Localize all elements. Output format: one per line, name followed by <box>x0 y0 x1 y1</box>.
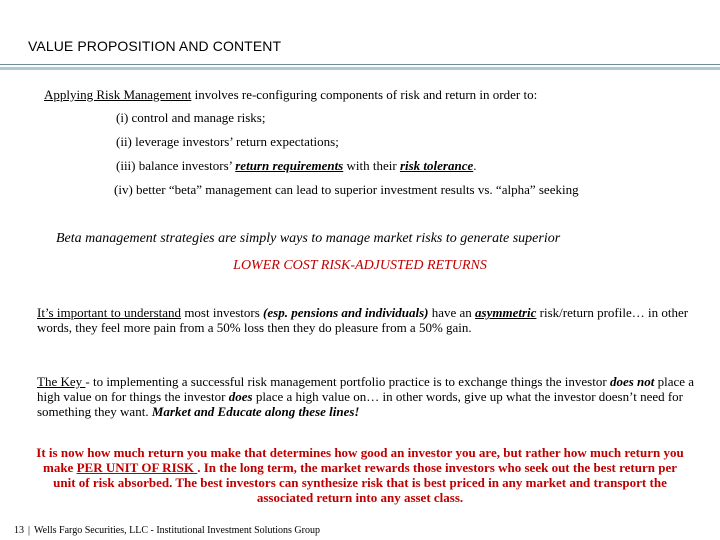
para1-em: (esp. pensions and individuals) <box>263 305 429 320</box>
footer <box>14 525 320 536</box>
para1-t2: have an <box>428 305 476 320</box>
beta-statement: Beta management strategies are simply ways to manage market risks to generate superior <box>56 231 561 246</box>
key-underlined: PER UNIT OF RISK <box>76 460 198 475</box>
list-item-3-em1: return requirements <box>235 158 344 173</box>
page-title: VALUE PROPOSITION AND CONTENT <box>28 38 282 54</box>
list-item-2: (ii) leverage investors’ return expectations; <box>116 134 339 149</box>
beta-highlight: LOWER COST RISK-ADJUSTED RETURNS <box>233 258 487 273</box>
para1-t1: most investors <box>181 305 264 320</box>
footer-separator: | <box>28 525 31 536</box>
key-t1: It is now how much return you make that determines how good an investor you are, but rather how much return you make <box>36 445 684 475</box>
paragraph-key <box>37 374 697 419</box>
list-item-3-pre: (iii) balance investors’ <box>116 158 236 173</box>
key-message <box>36 445 684 505</box>
list-item-3-mid: with their <box>343 158 400 173</box>
list-item-3-em2: risk tolerance <box>399 158 474 173</box>
intro-underlined: Applying Risk Management <box>44 87 192 102</box>
para1-underlined: It’s important to understand <box>37 305 182 320</box>
para2-t1: - to implementing a successful risk management portfolio practice is to exchange things the investor <box>85 374 610 389</box>
list-item-3-post: . <box>473 158 477 173</box>
page-number: 13 <box>14 525 24 536</box>
para2-em3: Market and Educate along these lines! <box>151 404 360 419</box>
para2-underlined: The Key <box>37 374 86 389</box>
header-rule-light <box>0 67 720 70</box>
list-item-4: (iv) better “beta” management can lead to superior investment results vs. “alpha” seeking <box>114 182 579 197</box>
intro-line <box>44 87 537 103</box>
footer-org: Wells Fargo Securities, LLC - Institutional Investment Solutions Group <box>34 525 320 536</box>
list-item-1: (i) control and manage risks; <box>116 110 266 125</box>
para2-em1: does not <box>609 374 655 389</box>
key-t2: . In the long term, the market rewards those investors who seek out the best return per unit of risk absorbed. The best investors can synthesize risk that is best priced in any market and transport the associated return into any asset class. <box>53 460 677 505</box>
paragraph-asymmetric <box>37 305 697 335</box>
para2-t2: place a high value on for things the investor <box>37 374 695 404</box>
intro-rest: involves re-configuring components of risk and return in order to: <box>191 87 538 102</box>
para1-em2: asymmetric <box>475 305 537 320</box>
para2-em2: does <box>228 389 253 404</box>
para1-t3: risk/return profile… in other words, they feel more pain from a 50% loss then they do pleasure from a 50% gain. <box>37 305 689 335</box>
para2-t3: place a high value on… in other words, give up what the investor doesn’t need for something they want. <box>37 389 684 419</box>
list-item-3 <box>116 158 477 174</box>
header-rule-dark <box>0 64 720 65</box>
